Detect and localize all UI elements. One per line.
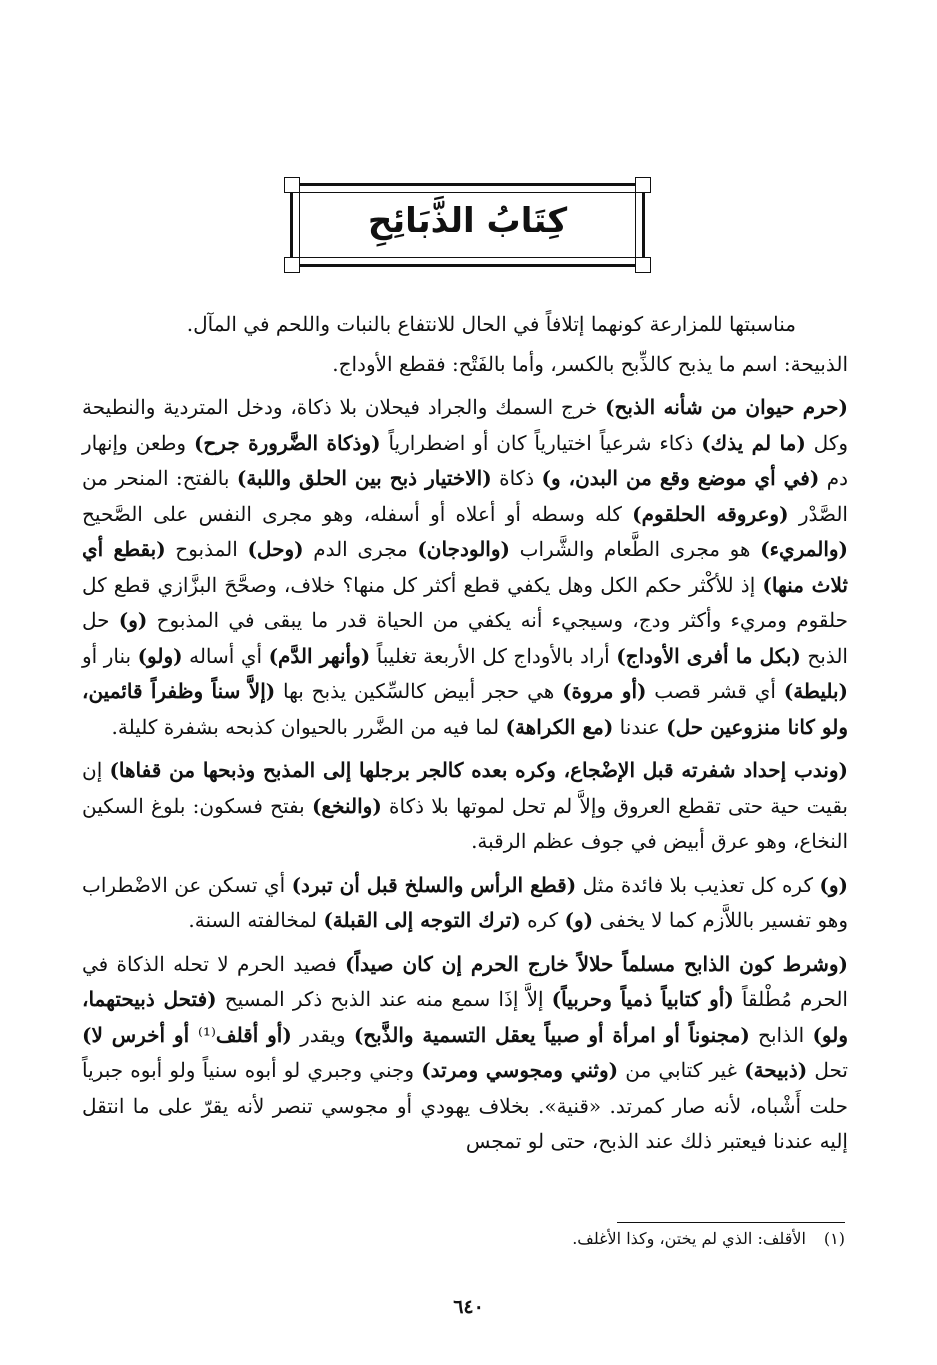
commentary-text: غير كتابي من	[618, 1058, 745, 1082]
commentary-text: خرج السمك والجراد فيحلان بلا ذكاة، ودخل المتردية والنطيحة وكل	[82, 395, 848, 455]
commentary-text: أراد بالأوداج كل الأربعة تغليباً	[370, 643, 617, 668]
bold-matn-text: (والمريء)	[760, 537, 849, 561]
commentary-text: مجرى الدم	[303, 537, 418, 561]
commentary-text: حل الذبح	[82, 608, 848, 668]
paragraph	[82, 753, 848, 860]
commentary-text: إلاَّ إذَا سمع منه عند الذبح ذكر المسيح	[216, 987, 552, 1011]
bold-matn-text: (و)	[564, 908, 594, 932]
commentary-text: لما فيه من الضَّرر بالحيوان كذبحه بشفرة كليلة.	[111, 714, 506, 739]
bold-matn-text: (إلاَّ سناً وظفراً قائمين، ولو كانا منزوعين حل)	[82, 679, 848, 739]
commentary-text: تحل	[807, 1058, 848, 1082]
bold-matn-text: (ذبيحة)	[744, 1058, 808, 1082]
bold-matn-text: (ولو)	[137, 643, 183, 668]
bold-matn-text: (حرم حيوان من شأنه الذبح)	[605, 395, 848, 419]
commentary-text: هو مجرى الطَّعام والشَّراب	[509, 537, 761, 561]
commentary-text: فصيد الحرم لا تحله الذكاة في الحرم مُطْلقاً	[82, 951, 848, 1011]
frame-corner-ornament	[635, 257, 651, 273]
paragraph	[82, 947, 848, 1160]
bold-matn-text: (و)	[118, 608, 148, 632]
body-text	[82, 307, 848, 1164]
commentary-text: عندنا	[613, 714, 667, 739]
commentary-text: ذكاء شرعياً اختيارياً كان أو اضطرارياً	[380, 430, 702, 455]
bold-matn-text: (والودجان)	[417, 537, 510, 561]
commentary-text: ⁽¹⁾	[197, 1022, 216, 1047]
bold-matn-text: (و)	[819, 872, 849, 897]
commentary-text: هي حجر أبيض كالسِّكين يذبح بها	[275, 679, 563, 703]
title-frame-inner	[299, 192, 636, 258]
chapter-title: كِتَابُ الذَّبَائِحِ	[367, 201, 568, 241]
page-number: ٦٤٠	[453, 1296, 484, 1318]
commentary-text: أي تسكن عن الاضْطراب وهو تفسير باللاَّزم كما لا يخفى	[82, 872, 848, 932]
commentary-text: كره	[520, 908, 565, 932]
frame-corner-ornament	[284, 177, 300, 193]
paragraph	[82, 868, 848, 939]
bold-matn-text: (بليطة)	[783, 679, 849, 703]
commentary-text: مناسبتها للمزارعة كونهما إتلافاً في الحال للانتفاع بالنبات واللحم في المآل.	[186, 312, 796, 336]
bold-matn-text: (مع الكراهة)	[505, 714, 614, 739]
commentary-text: كره كل تعذيب بلا فائدة مثل	[576, 872, 820, 897]
bold-matn-text: (وشرط كون الذابح مسلماً حلالاً خارج الحرم إن كان صيداً)	[345, 951, 849, 976]
bold-matn-text: (وعروقه الحلقوم)	[632, 501, 789, 526]
commentary-text: بفتح فسكون: بلوغ السكين النخاع، وهو عرق أبيض في جوف عظم الرقبة.	[82, 793, 848, 853]
bold-matn-text: (أو كتابياً ذمياً وحربياً)	[551, 987, 734, 1011]
bold-matn-text: (مجنوناً أو امرأة أو صبياً يعقل التسمية والذَّبح)	[353, 1022, 750, 1047]
commentary-text: ويقدر	[291, 1022, 354, 1047]
bold-matn-text: (فتحل ذبيحتهما، ولو)	[82, 987, 849, 1047]
bold-matn-text: (والنخع)	[311, 793, 382, 818]
commentary-text: وجني وجبري لو أبوه سنياً ولو أبوه جبرياً حلت أَشْباه، لأنه صار كمرتد. «قنية». بخلاف يهودي أو مجوسي تنصر لأنه يقرّ على ما انتقل إليه عندنا فيعتبر ذلك عند الذبح، حتى لو تمجس	[82, 1058, 849, 1153]
commentary-text: بنار أو	[82, 643, 138, 668]
bold-matn-text: (بكل ما أفرى الأوداج)	[616, 643, 801, 668]
footnote-divider	[617, 1222, 845, 1223]
bold-matn-text: أو أخرس لا)	[82, 1022, 198, 1047]
bold-matn-text: (وندب إحداد شفرته قبل الإضْجاع، وكره بعده كالجر برجلها إلى المذبح وذبحها من قفاها)	[109, 758, 848, 782]
commentary-text: وطعن وإنهار دم	[82, 430, 848, 490]
paragraph	[82, 307, 848, 343]
commentary-text: ذكاة	[491, 466, 542, 490]
commentary-text: لمخالفته السنة.	[188, 908, 324, 932]
bold-matn-text: (بقطع أي ثلاث منها)	[82, 537, 848, 597]
bold-matn-text: (وذكاة الضَّرورة جرح)	[193, 430, 381, 455]
commentary-text: إذ للأكْثر حكم الكل وهل يكفي قطع أكثر كل منها؟ خلاف، وصحَّحَ البزَّازي قطع كل حلقوم ومريء وأكثر ودج، وسيجيء أنه يكفي من الحياة قدر ما يبقى في المذبوح	[82, 572, 849, 632]
bold-matn-text: (الاختيار ذبح بين الحلق واللبة)	[236, 466, 492, 490]
commentary-text: الذابح	[749, 1022, 813, 1047]
paragraph	[82, 390, 848, 745]
paragraph	[82, 347, 848, 383]
bold-matn-text: (وحل)	[247, 537, 304, 561]
frame-corner-ornament	[635, 177, 651, 193]
bold-matn-text: (ما لم يذك)	[701, 430, 806, 455]
commentary-text: المذبوح	[165, 537, 248, 561]
title-frame	[290, 183, 645, 267]
frame-corner-ornament	[284, 257, 300, 273]
commentary-text: الذبيحة: اسم ما يذبح كالذِّبح بالكسر، وأما بالفَتْح: فقطع الأوداج.	[332, 351, 848, 376]
commentary-text: بالفتح: المنحر من الصَّدْر	[82, 466, 848, 526]
commentary-text: كله وسطه أو أعلاه أو أسفله، وهو مجرى النفس على الصَّحيح	[82, 501, 633, 526]
bold-matn-text: (في أي موضع وقع من البدن، و)	[541, 466, 820, 490]
footnote-number: (١)	[823, 1229, 845, 1248]
footnote-text: الأقلف: الذي لم يختن، وكذا الأغلف.	[572, 1229, 806, 1248]
bold-matn-text: (وثني ومجوسي ومرتد)	[421, 1058, 619, 1082]
bold-matn-text: (قطع الرأس والسلخ قبل أن تبرد)	[291, 872, 577, 897]
commentary-text: أي أساله	[182, 643, 269, 668]
commentary-text: إن بقيت حية حتى تقطع العروق وإلاَّ لم تحل لموتها بلا ذكاة	[82, 758, 848, 818]
bold-matn-text: (أو أقلف	[215, 1022, 292, 1047]
footnote	[572, 1228, 845, 1250]
bold-matn-text: (أو مروة)	[562, 679, 647, 703]
commentary-text: أي قشر قصب	[646, 679, 784, 703]
bold-matn-text: (ترك التوجه إلى القبلة)	[323, 908, 521, 932]
bold-matn-text: (وأنهر الدَّم)	[268, 643, 371, 668]
